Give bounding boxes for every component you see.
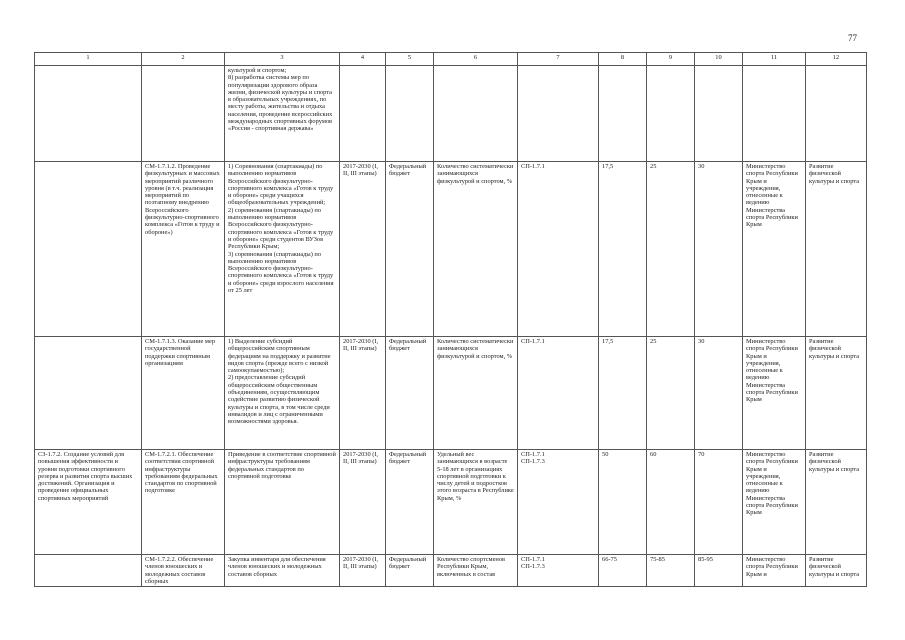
goal-cell xyxy=(35,555,142,587)
indicator-cell: Удельный вес занимающихся в возрасте 5-18 лет в организациях спортивной подготовки к числу детей и подростков этого возраста в Республике Крым, % xyxy=(434,450,518,555)
result-cell: Развитие физической культуры и спорта xyxy=(806,337,867,450)
activities-cell: 1) Соревнования (спартакиады) по выполнению нормативов Всероссийского физкультурно-спортивного комплекса «Готов к труду и обороне» среди учащихся общеобразовательных учреждений; 2) соревнования (спартакиады) по выполнению нормативов Всероссийского физкультурно-спортивного комплекса «Готов к труду и обороне» среди студентов ВУЗов Республики Крым; 3) соревнования (спартакиады) по выполнению нормативов Всероссийского физкультурно-спортивного комплекса «Готов к труду и обороне» среди взрослого населения от 25 лет xyxy=(225,162,340,337)
funding-cell: Федеральный бюджет xyxy=(386,337,434,450)
executor-cell: Министерство спорта Республики Крым и xyxy=(743,555,806,587)
col-header: 5 xyxy=(386,53,434,66)
value-cell: 66-75 xyxy=(599,555,647,587)
value-cell: 30 xyxy=(695,337,743,450)
value-cell xyxy=(599,66,647,162)
col-header: 1 xyxy=(35,53,142,66)
code-cell xyxy=(518,66,599,162)
period-cell: 2017-2030 (I, II, III этапы) xyxy=(340,337,386,450)
column-number-row xyxy=(35,53,867,66)
table-row xyxy=(35,337,867,450)
value-cell: 17,5 xyxy=(599,162,647,337)
value-cell: 17,5 xyxy=(599,337,647,450)
code-cell: СП-1.7.1 СП-1.7.3 xyxy=(518,555,599,587)
goal-cell xyxy=(35,66,142,162)
col-header: 10 xyxy=(695,53,743,66)
funding-cell xyxy=(386,66,434,162)
indicator-cell: Количество систематически занимающихся физкультурой и спортом, % xyxy=(434,162,518,337)
col-header: 12 xyxy=(806,53,867,66)
funding-cell: Федеральный бюджет xyxy=(386,162,434,337)
executor-cell: Министерство спорта Республики Крым и учреждения, отнесенные к ведению Министерства спорта Республики Крым xyxy=(743,162,806,337)
goal-cell xyxy=(35,337,142,450)
value-cell: 70 xyxy=(695,450,743,555)
result-cell: Развитие физической культуры и спорта xyxy=(806,450,867,555)
result-cell: Развитие физической культуры и спорта xyxy=(806,555,867,587)
value-cell: 30 xyxy=(695,162,743,337)
col-header: 3 xyxy=(225,53,340,66)
indicator-cell: Количество систематически занимающихся физкультурой и спортом, % xyxy=(434,337,518,450)
executor-cell: Министерство спорта Республики Крым и учреждения, отнесенные к ведению Министерства спорта Республики Крым xyxy=(743,450,806,555)
goal-cell: СЗ-1.7.2. Создание условий для повышения эффективности и уровня подготовки спортивного резерва и развития спорта высших достижений. Организация и проведение официальных спортивных мероприятий xyxy=(35,450,142,555)
period-cell: 2017-2030 (I, II, III этапы) xyxy=(340,162,386,337)
measure-cell: СМ-1.7.2.1. Обеспечение соответствия спортивной инфраструктуры требованиям федеральных стандартов по спортивной подготовке xyxy=(142,450,225,555)
indicator-cell xyxy=(434,66,518,162)
period-cell: 2017-2030 (I, II, III этапы) xyxy=(340,555,386,587)
indicator-cell: Количество спортсменов Республики Крым, включенных в состав xyxy=(434,555,518,587)
result-cell: Развитие физической культуры и спорта xyxy=(806,162,867,337)
goal-cell xyxy=(35,162,142,337)
col-header: 7 xyxy=(518,53,599,66)
executor-cell: Министерство спорта Республики Крым и учреждения, отнесенные к ведению Министерства спорта Республики Крым xyxy=(743,337,806,450)
page-number: 77 xyxy=(848,33,857,43)
activities-cell: 1) Выделение субсидий общероссийским спортивным федерациям на поддержку и развитие видов спорта (прежде всего с низкой самоокупаемостью); 2) предоставление субсидий общероссийским общественным объединениям, осуществляющим содействие развитию физической культуры и спорта, в том числе среди инвалидов и лиц с ограниченными возможностями здоровья. xyxy=(225,337,340,450)
table-row xyxy=(35,162,867,337)
code-cell: СП-1.7.1 xyxy=(518,162,599,337)
measure-cell xyxy=(142,66,225,162)
activities-cell: культурой и спортом; 8) разработка системы мер по популяризации здорового образа жизни, физической культуры и спорта в образовательных учреждениях, по месту работы, жительства и отдыха населения, проведение всероссийских международных спортивных форумов «Россия - спортивная держава» xyxy=(225,66,340,162)
period-cell xyxy=(340,66,386,162)
value-cell: 75-85 xyxy=(647,555,695,587)
activities-cell: Закупка инвентаря для обеспечения членов юношеских и молодежных составов сборных xyxy=(225,555,340,587)
funding-cell: Федеральный бюджет xyxy=(386,555,434,587)
code-cell: СП-1.7.1 xyxy=(518,337,599,450)
col-header: 9 xyxy=(647,53,695,66)
col-header: 2 xyxy=(142,53,225,66)
executor-cell xyxy=(743,66,806,162)
value-cell: 25 xyxy=(647,162,695,337)
activities-cell: Приведение в соответствие спортивной инфраструктуры требованиям федеральных стандартов по спортивной подготовке xyxy=(225,450,340,555)
col-header: 11 xyxy=(743,53,806,66)
table-row xyxy=(35,450,867,555)
value-cell: 50 xyxy=(599,450,647,555)
measure-cell: СМ-1.7.1.2. Проведение физкультурных и массовых мероприятий различного уровня (в т.ч. реализация мероприятий по поэтапному внедрению Всероссийского физкультурно-спортивного комплекса «Готов к труду и обороне») xyxy=(142,162,225,337)
value-cell xyxy=(695,66,743,162)
value-cell xyxy=(647,66,695,162)
value-cell: 85-95 xyxy=(695,555,743,587)
col-header: 4 xyxy=(340,53,386,66)
table-row xyxy=(35,66,867,162)
table-row xyxy=(35,555,867,587)
plan-table xyxy=(34,52,867,587)
measure-cell: СМ-1.7.2.2. Обеспечение членов юношеских и молодежных составов сборных xyxy=(142,555,225,587)
value-cell: 60 xyxy=(647,450,695,555)
measure-cell: СМ-1.7.1.3. Оказание мер государственной поддержки спортивным организациям xyxy=(142,337,225,450)
col-header: 8 xyxy=(599,53,647,66)
result-cell xyxy=(806,66,867,162)
code-cell: СП-1.7.1 СП-1.7.3 xyxy=(518,450,599,555)
value-cell: 25 xyxy=(647,337,695,450)
funding-cell: Федеральный бюджет xyxy=(386,450,434,555)
period-cell: 2017-2030 (I, II, III этапы) xyxy=(340,450,386,555)
col-header: 6 xyxy=(434,53,518,66)
